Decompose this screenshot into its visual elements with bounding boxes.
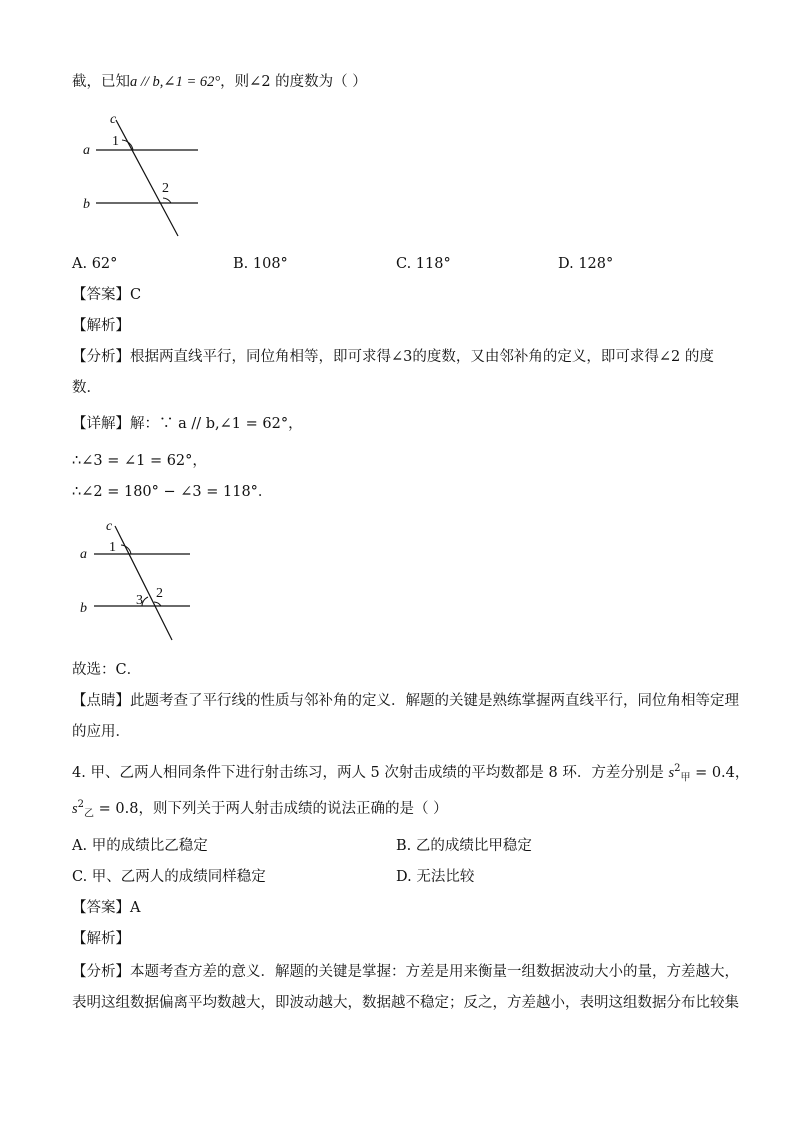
q3-figure-1 bbox=[78, 110, 208, 240]
q3-option-d: D. 128° bbox=[558, 256, 614, 272]
q4-s-sup: 2 bbox=[674, 763, 681, 774]
label-a: a bbox=[83, 143, 90, 158]
q3-stem-math: a // b,∠1 = 62° bbox=[130, 74, 221, 90]
label-b: b bbox=[80, 601, 87, 616]
q3-option-a: A. 62° bbox=[72, 256, 118, 272]
q4-answer: 【答案】A bbox=[72, 900, 141, 916]
q4-s-sub: 甲 bbox=[680, 772, 691, 784]
q4-option-a: A. 甲的成绩比乙稳定 bbox=[72, 838, 208, 854]
q3-fenxi-line-1: 【分析】根据两直线平行，同位角相等，即可求得∠3的度数，又由邻补角的定义，即可求得∠2 的度 bbox=[72, 349, 714, 365]
q3-choose: 故选：C． bbox=[72, 662, 142, 678]
label-b: b bbox=[83, 197, 90, 212]
q4-s2-symbol: s bbox=[72, 800, 78, 817]
q3-dianjing-line-1: 【点睛】此题考查了平行线的性质与邻补角的定义．解题的关键是熟练掌握两直线平行，同位角相等定理 bbox=[72, 693, 739, 709]
q4-fenxi-line-2: 表明这组数据偏离平均数越大，即波动越大，数据越不稳定；反之，方差越小，表明这组数据分布比较集 bbox=[72, 995, 739, 1011]
q4-fenxi-line-1: 【分析】本题考查方差的意义．解题的关键是掌握：方差是用来衡量一组数据波动大小的量，方差越大， bbox=[72, 964, 739, 980]
q3-option-b: B. 108° bbox=[233, 256, 288, 272]
line-c bbox=[115, 526, 172, 640]
label-c: c bbox=[110, 112, 117, 127]
label-1: 1 bbox=[109, 540, 116, 555]
q4-option-d: D. 无法比较 bbox=[396, 869, 475, 885]
q3-figure-2 bbox=[72, 518, 202, 648]
q3-stem-suffix: ，则∠2 的度数为（ ） bbox=[220, 74, 367, 90]
q4-option-c: C. 甲、乙两人的成绩同样稳定 bbox=[72, 869, 266, 885]
q4-stem-line-1 bbox=[72, 759, 749, 789]
q4-stem-rest: = 0.8，则下列关于两人射击成绩的说法正确的是（ ） bbox=[94, 800, 448, 817]
q4-stem-line-2 bbox=[72, 795, 448, 825]
label-1: 1 bbox=[112, 134, 119, 149]
label-3: 3 bbox=[136, 593, 143, 608]
q3-detail-line-3: ∴∠2 = 180° − ∠3 = 118°． bbox=[72, 484, 273, 500]
q3-analysis-label: 【解析】 bbox=[72, 318, 130, 334]
label-2: 2 bbox=[162, 181, 169, 196]
q3-stem bbox=[72, 72, 367, 92]
q4-s-value: = 0.4， bbox=[690, 764, 750, 781]
q4-s2-sup: 2 bbox=[77, 799, 85, 810]
q4-s2-sub: 乙 bbox=[84, 808, 95, 820]
q3-dianjing-line-2: 的应用． bbox=[72, 724, 130, 740]
label-c: c bbox=[106, 519, 113, 534]
angle-2-arc bbox=[163, 198, 171, 203]
q3-detail-line-2: ∴∠3 = ∠1 = 62°， bbox=[72, 453, 207, 469]
q4-stem-prefix: 4. 甲、乙两人相同条件下进行射击练习，两人 5 次射击成绩的平均数都是 8 环．方差分别是 bbox=[72, 764, 669, 781]
q3-detail-line-1: 【详解】解：∵ a // b,∠1 = 62°， bbox=[72, 416, 303, 432]
q3-option-c: C. 118° bbox=[396, 256, 451, 272]
q4-s-symbol: s bbox=[668, 764, 675, 781]
label-2: 2 bbox=[156, 586, 163, 601]
q4-option-b: B. 乙的成绩比甲稳定 bbox=[396, 838, 532, 854]
q4-analysis-label: 【解析】 bbox=[72, 931, 130, 947]
line-c bbox=[116, 120, 178, 236]
label-a: a bbox=[80, 547, 87, 562]
q3-stem-prefix: 截，已知 bbox=[72, 74, 130, 90]
angle-1-arc bbox=[121, 545, 131, 554]
q3-answer: 【答案】C bbox=[72, 287, 142, 303]
q3-fenxi-line-2: 数． bbox=[72, 380, 101, 396]
